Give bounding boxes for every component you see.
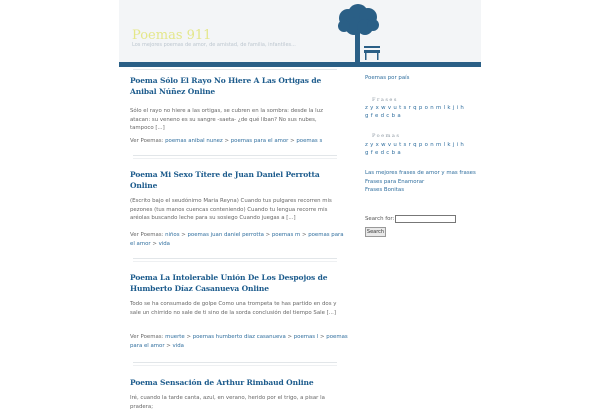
post-title[interactable]: Poema Mi Sexo Títere de Juan Daniel Perrotta Online: [130, 170, 320, 190]
tag-link[interactable]: poemas para el amor: [130, 334, 348, 349]
search-button[interactable]: Search: [366, 229, 385, 235]
tag-link[interactable]: poemas l: [293, 334, 319, 340]
tag-link[interactable]: poemas anibal nunez: [165, 138, 223, 144]
post-meta: Ver Poemas: niños > poemas juan daniel perrotta > poemas m > poemas para el amor > vida: [130, 232, 344, 247]
sidebar-link[interactable]: Las mejores frases de amor y mas frases: [365, 170, 476, 176]
meta-prefix: Ver Poemas:: [130, 232, 164, 238]
post-excerpt: Sólo el rayo no hiere a las ortigas, se cubren en la sombra: desde la luz atacan: su veneno es su sangre -saeta- ¿de qué liban? No sus nubes, tampoco [...]: [130, 108, 323, 132]
sidebar-links: [365, 169, 477, 195]
divider: [133, 362, 337, 363]
tag-link[interactable]: niños: [165, 232, 180, 238]
tag-link[interactable]: poemas m: [271, 232, 301, 238]
divider: [133, 155, 337, 156]
tag-link[interactable]: vida: [172, 342, 184, 349]
divider: [133, 258, 337, 259]
post-2: [130, 169, 344, 247]
sidebar-letter-index[interactable]: z y x w v u t s r q p o n m l k j i h g f e d c b a: [365, 142, 465, 156]
tag-link[interactable]: poemas juan daniel perrotta: [187, 232, 264, 238]
sidebar-section-title: Poemas: [372, 133, 401, 139]
tag-link[interactable]: vida: [158, 240, 170, 247]
sidebar-link[interactable]: Frases Bonitas: [365, 187, 405, 193]
post-excerpt: Todo se ha consumado de golpe Como una trompeta te has partido en dos y sale un chirrido no sale de ti sino de la sorda conclusión del tiempo Sale [...]: [130, 301, 337, 316]
divider: [133, 69, 337, 70]
post-meta: Ver Poemas: poemas anibal nunez > poemas para el amor > poemas s: [130, 138, 323, 144]
tag-link[interactable]: muerte: [165, 334, 185, 340]
post-excerpt: Iré, cuando la tarde canta, azul, en verano, herido por el trigo, a pisar la pradera;: [130, 395, 325, 410]
search-input[interactable]: [395, 215, 456, 223]
post-title[interactable]: Poema Sensación de Arthur Rimbaud Online: [130, 378, 314, 387]
sidebar-letter-index[interactable]: z y x w v u t s r q p o n m l k j i h g f e d c b a: [365, 105, 465, 119]
divider: [133, 365, 337, 366]
post-meta: Ver Poemas: muerte > poemas humberto diaz casanueva > poemas l > poemas para el amor > vida: [130, 334, 348, 349]
meta-prefix: Ver Poemas:: [130, 334, 164, 340]
sidebar-link-by-country[interactable]: Poemas por país: [365, 75, 410, 81]
tag-link[interactable]: poemas para el amor: [230, 138, 289, 144]
post-title[interactable]: Poema La Intolerable Unión De Los Despojos de Humberto Díaz Casanueva Online: [130, 273, 328, 293]
search-label: Search for:: [365, 216, 395, 222]
tag-link[interactable]: poemas para el amor: [130, 232, 344, 247]
sidebar-section-title: Frases: [372, 97, 398, 103]
tag-link[interactable]: poemas humberto diaz casanueva: [192, 334, 286, 340]
meta-prefix: Ver Poemas:: [130, 138, 164, 144]
post-4: [130, 377, 338, 411]
post-excerpt: (Escrito bajo el seudónimo Maria Reyna) Cuando tus pulgares recorren mis pezones (tus manos cuencas conteniendo) Cuando tu lengua recorre mis aréolas buscando leche para su sosiego Cuando juegas a [...]: [130, 198, 332, 222]
divider: [133, 158, 337, 159]
divider: [133, 261, 337, 262]
site-title[interactable]: Poemas 911: [132, 28, 212, 43]
site-header: [119, 0, 481, 64]
page-container: [119, 0, 481, 410]
header-bar: [119, 62, 481, 67]
tag-link[interactable]: poemas s: [296, 138, 323, 144]
post-3: [130, 272, 348, 349]
post-title[interactable]: Poema Sólo El Rayo No Hiere A Las Ortigas de Anibal Núñez Online: [130, 76, 322, 96]
post-1: [130, 75, 338, 144]
tree-bench-icon: [334, 4, 384, 62]
sidebar-link[interactable]: Frases para Enamorar: [365, 178, 425, 185]
site-tagline: Los mejores poemas de amor, de amistad, de familia, infantiles...: [132, 42, 296, 48]
